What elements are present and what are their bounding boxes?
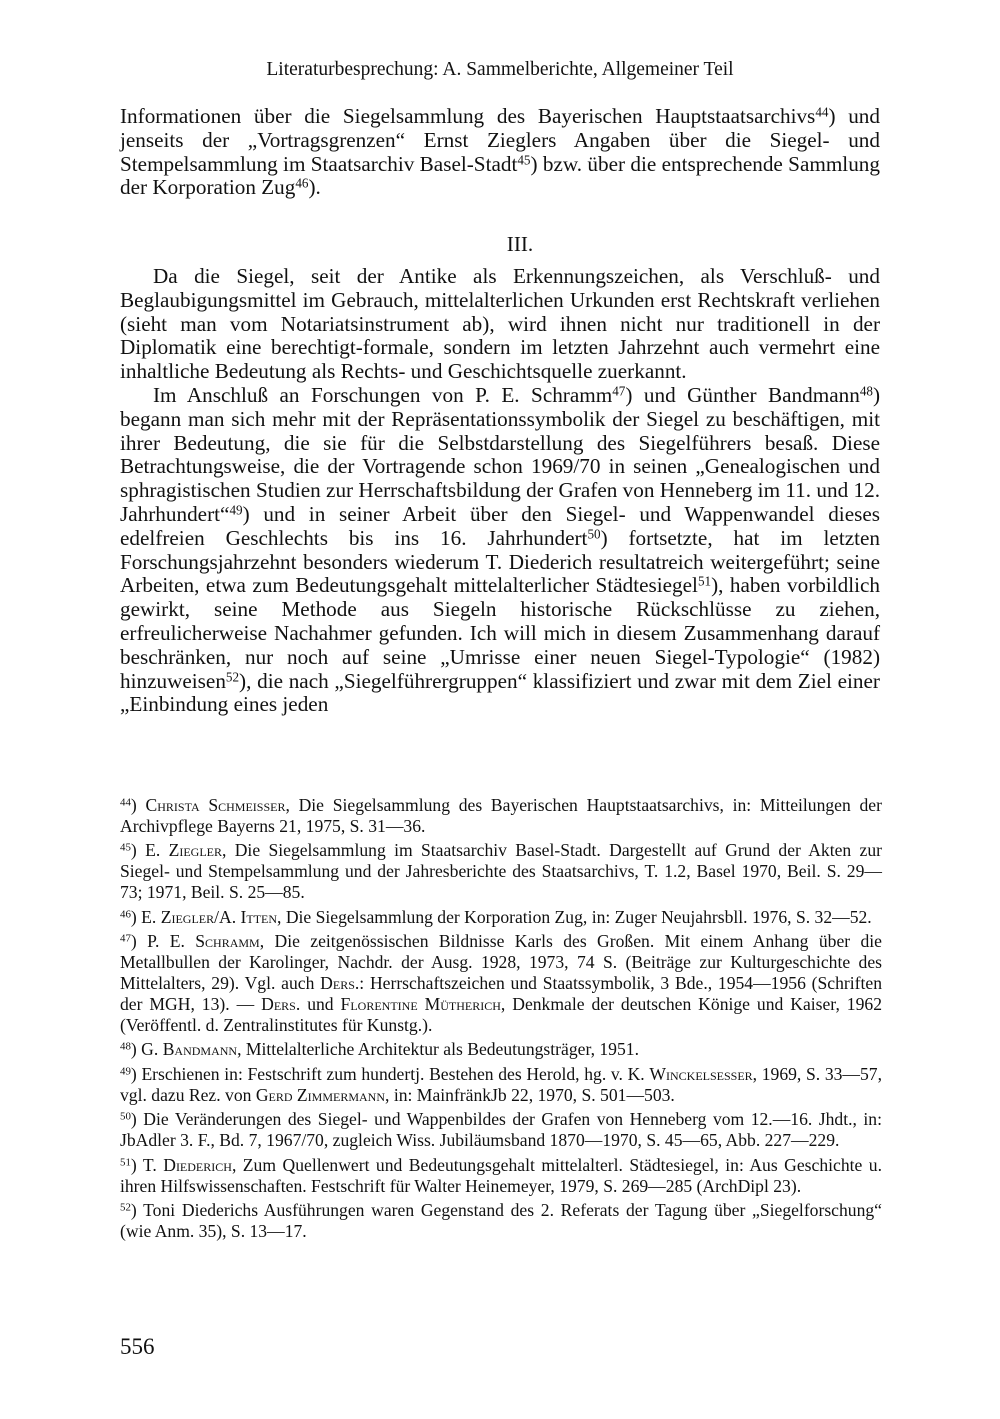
text-run: ) und jenseits der „Vortragsgrenzen“ Ernst Zieglers Angaben über die Siegel- und Stempelsammlung im Staatsarchiv Basel-Stadt	[120, 104, 880, 176]
footnote-number: 44	[120, 796, 131, 809]
footnote-number: 46	[120, 908, 131, 921]
footnote-number: 50	[120, 1110, 131, 1123]
footnote-50: $^{50}$) Die Veränderungen des Siegel- und Wappenbildes der Grafen von Henneberg vom 12.—16. Jhdt., in: JbAdler 3. F., Bd. 7, 1967/70, zugleich Wiss. Jubiläumsband 1870—1970, S. 45—65, Abb. 227—229.	[120, 1109, 882, 1151]
footnote-52: $^{52}$) Toni Diederichs Ausführungen waren Gegenstand des 2. Referats der Tagung über „Siegelforschung“ (wie Anm. 35), S. 13—17.	[120, 1200, 882, 1241]
footnote-ref: 48	[859, 383, 873, 399]
text-run: ) bzw. über die entsprechende Sammlung der Korporation Zug	[120, 151, 880, 200]
text-run: Informationen über die Siegelsammlung des Bayerischen Hauptstaatsarchivs	[120, 104, 816, 128]
footnote-text: , Die zeitgenössischen Bildnisse Karls des Großen. Mit einem Anhang über die Metallbullen der Karolinger, Nachdr. der Ausg. 1928, 1973, 74 S. (Beiträge zur Kulturgeschichte des Mittelalters, 29). Vgl. auch	[120, 931, 882, 994]
footnote-number: 51	[120, 1156, 131, 1169]
footnote-text: G.	[141, 1039, 163, 1060]
footnote-text: und	[300, 993, 341, 1014]
text-run: ) und in seiner Arbeit über den Siegel- und Wappenwandel dieses edelfreien Geschlechts bis ins 16. Jahrhundert	[120, 501, 880, 550]
author-name: Christa Schmeisser	[145, 795, 286, 815]
author-name: Gerd Zimmermann	[255, 1084, 386, 1105]
footnote-text: , Die Siegelsammlung im Staatsarchiv Basel-Stadt. Dargestellt auf Grund der Akten zur Siegel- und Stempelsammlung und der Jahresberichte des Staatsarchivs, T. 1.2, Basel 1970, Beil. S. 29—73; 1971, Beil. S. 25—85.	[120, 840, 883, 903]
footnote-text: , 1969, S. 33—57, vgl. dazu Rez. von	[120, 1063, 882, 1105]
footnote-44: $^{44}$) Christa Schmeisser, Die Siegelsammlung des Bayerischen Hauptstaatsarchivs, in: Mitteilungen der Archivpflege Bayerns 21, 1975, S. 31—36.	[120, 795, 882, 836]
paragraph-2: Da die Siegel, seit der Antike als Erkennungszeichen, als Verschluß- und Beglaubigungsmittel im Gebrauch, mittelalterlichen Urkunden erst Rechtskraft verliehen (sieht man vom Notariatsinstrument ab), wird ihnen nicht nur traditionell in der Diplomatik eine berechtigt-formale, sondern im letzten Jahrzehnt auch vermehrt eine inhaltliche Bedeutung als Rechts- und Geschichtsquelle zuerkannt.	[120, 263, 880, 384]
footnote-text: P. E.	[147, 931, 196, 952]
author-name: Diederich	[163, 1154, 232, 1175]
footnote-51: $^{51}$) T. Diederich, Zum Quellenwert und Bedeutungsgehalt mittelalterl. Städtesiegel, in: Aus Geschichte u. ihren Hilfswissenschaften. Festschrift für Walter Heinemeyer, 1979, S. 269—285 (ArchDipl 23).	[120, 1154, 882, 1196]
footnote-text: E.	[141, 906, 161, 927]
author-name: Florentine Mütherich	[340, 993, 501, 1014]
author-name: Ders.	[320, 973, 360, 994]
footnote-text: E.	[145, 840, 169, 861]
footnote-number: 48	[120, 1040, 131, 1053]
author-name: Schramm	[195, 931, 260, 952]
footnote-number: 52	[120, 1201, 131, 1214]
footnote-47: $^{47}$) P. E. Schramm, Die zeitgenössischen Bildnisse Karls des Großen. Mit einem Anhang über die Metallbullen der Karolinger, Nachdr. der Ausg. 1928, 1973, 74 S. (Beiträge zur Kulturgeschichte des Mittelalters, 29). Vgl. auch Ders.: Herrschaftszeichen und Staatssymbolik, 3 Bde., 1954—1956 (Schriften der MGH, 13). — Ders. und Florentine Mütherich, Denkmale der deutschen Könige und Kaiser, 1962 (Veröffentl. d. Zentralinstitutes für Kunstg.).	[120, 931, 882, 1035]
footnote-text: , Denkmale der deutschen Könige und Kaiser, 1962 (Veröffentl. d. Zentralinstitutes für Kunstg.).	[120, 993, 882, 1035]
text-run: ), die nach „Siegelführergruppen“ klassifiziert und zwar mit dem Ziel einer „Einbindung eines jeden	[120, 668, 880, 717]
footnote-text: , in: MainfränkJb 22, 1970, S. 501—503.	[385, 1084, 675, 1105]
footnote-text: : Herrschaftszeichen und Staatssymbolik, 3 Bde., 1954—1956 (Schriften der MGH, 13). —	[120, 973, 882, 1014]
footnotes	[120, 795, 882, 1245]
footnote-ref: 46	[295, 175, 309, 191]
footnote-text: Die Veränderungen des Siegel- und Wappenbildes der Grafen von Henneberg vom 12.—16. Jhdt., in: JbAdler 3. F., Bd. 7, 1967/70, zugleich Wiss. Jubiläumsband 1870—1970, S. 45—65, Abb. 227—229.	[120, 1109, 882, 1151]
footnote-48: $^{48}$) G. Bandmann, Mittelalterliche Architektur als Bedeutungsträger, 1951.	[120, 1039, 639, 1060]
author-name: Bandmann	[162, 1039, 238, 1060]
paragraph-3	[120, 384, 880, 717]
text-run: ) begann man sich mehr mit der Repräsentationssymbolik der Siegel zu beschäftigen, mit ihrer Bedeutung, die sie für die Selbstdarstellung des Siegelführers besaß. Diese Betrachtungsweise, die der Vortragende schon 1969/70 in seinen „Genealogischen und sphragistischen Studien zur Herrschaftsbildung der Grafen von Henneberg im 11. und 12. Jahrhundert“	[120, 382, 880, 526]
text-run: Im Anschluß an Forschungen von P. E. Schramm	[153, 382, 613, 407]
footnote-ref: 47	[612, 383, 626, 399]
footnote-number: 47	[120, 932, 131, 945]
footnote-number: 45	[120, 841, 131, 854]
footnote-text: Erschienen in: Festschrift zum hundertj. Bestehen des Herold, hg. v. K.	[141, 1063, 650, 1084]
running-head: Literaturbesprechung: A. Sammelberichte, Allgemeiner Teil	[266, 59, 734, 80]
footnote-ref: 45	[517, 152, 531, 168]
section-heading: III.	[506, 232, 534, 257]
paragraph-1	[120, 105, 880, 200]
footnote-49: $^{49}$) Erschienen in: Festschrift zum hundertj. Bestehen des Herold, hg. v. K. Winckelsesser, 1969, S. 33—57, vgl. dazu Rez. von Gerd Zimmermann, in: MainfränkJb 22, 1970, S. 501—503.	[120, 1063, 882, 1105]
text-run: ) und Günther Bandmann	[625, 382, 860, 407]
footnote-text: , Die Siegelsammlung der Korporation Zug, in: Zuger Neujahrsbll. 1976, S. 32—52.	[277, 906, 872, 927]
footnote-ref: 51	[697, 573, 712, 589]
page-number: 556	[120, 1334, 155, 1359]
author-name: Winckelsesser	[649, 1063, 753, 1084]
footnote-ref: 50	[587, 526, 601, 542]
footnote-text: , Mittelalterliche Architektur als Bedeutungsträger, 1951.	[237, 1039, 639, 1060]
body-text	[120, 105, 880, 717]
footnote-ref: 44	[815, 104, 829, 120]
footnote-ref: 49	[229, 502, 243, 518]
author-name: Ziegler	[168, 840, 222, 861]
text-run: ).	[308, 175, 321, 200]
footnote-46: $^{46}$) E. Ziegler/A. Itten, Die Siegelsammlung der Korporation Zug, in: Zuger Neujahrsbll. 1976, S. 32—52.	[120, 906, 872, 927]
author-name: Ziegler/A. Itten	[160, 906, 278, 927]
footnote-text: , Zum Quellenwert und Bedeutungsgehalt mittelalterl. Städtesiegel, in: Aus Geschichte u. ihren Hilfswissenschaften. Festschrift für Walter Heinemeyer, 1979, S. 269—285 (ArchDipl 23).	[120, 1154, 882, 1196]
author-name: Ders.	[261, 993, 301, 1014]
text-run: ) fortsetzte, hat im letzten Forschungsjahrzehnt besonders wiederum T. Diederich resultatreich weitergeführt; seine Arbeiten, etwa zum Bedeutungsgehalt mittelalterlicher Städtesiegel	[120, 525, 880, 598]
footnote-number: 49	[120, 1065, 131, 1078]
text-run: ), haben vorbildlich gewirkt, seine Methode aus Siegeln historische Rückschlüsse zu ziehen, erfreulicherweise Nachahmer gefunden. Ich will mich in diesem Zusammenhang darauf beschränken, nur noch auf seine „Umrisse einer neuen Siegel-Typologie“ (1982) hinzuweisen	[120, 573, 880, 693]
footnote-text: Toni Diederichs Ausführungen waren Gegenstand des 2. Referats der Tagung über „Siegelforschung“ (wie Anm. 35), S. 13—17.	[120, 1200, 882, 1241]
footnote-ref: 52	[225, 668, 240, 684]
footnote-45: $^{45}$) E. Ziegler, Die Siegelsammlung im Staatsarchiv Basel-Stadt. Dargestellt auf Grund der Akten zur Siegel- und Stempelsammlung und der Jahresberichte des Staatsarchivs, T. 1.2, Basel 1970, Beil. S. 29—73; 1971, Beil. S. 25—85.	[120, 840, 883, 903]
footnote-text: T.	[142, 1154, 164, 1175]
footnote-text: , Die Siegelsammlung des Bayerischen Hauptstaatsarchivs, in: Mitteilungen der Archivpflege Bayerns 21, 1975, S. 31—36.	[120, 795, 882, 836]
